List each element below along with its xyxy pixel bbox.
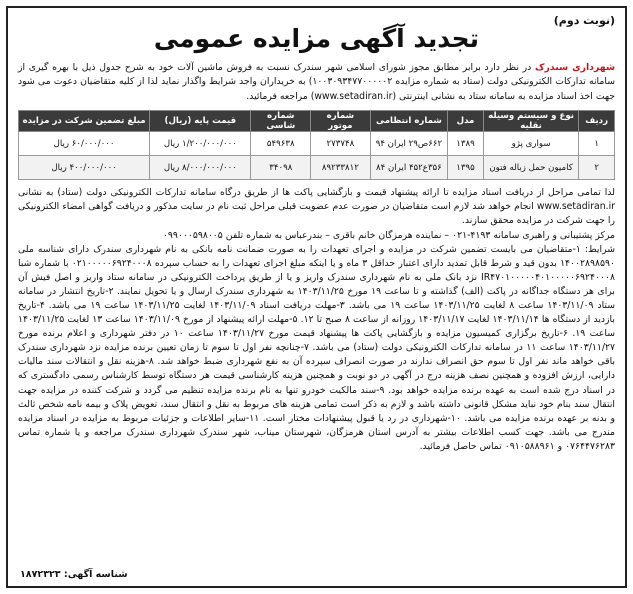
col-header-base-price: قیمت پایه (ریال) [150,111,251,132]
cell-engine-number: ۸۹۲۳۳۸۱۲ [311,156,371,180]
round-label: (نوبت دوم) [553,14,615,27]
procedure-paragraph: لذا تمامی مراحل از دریافت اسناد مزایده تا ارائه پیشنهاد قیمت و بازگشایی پاکت ها از طریق درگاه سامانه تدارکات الکترونیکی دولت (ستاد) به نشانی www.setadiran.ir انجام خواهد شد لازم است متقاضیان در صورت عدم عضویت قبلی مراحل ثبت نام در سایت مذکور و دریافت گواهی امضاء الکترونیکی را جهت شرکت در مزایده محقق سازند. [18,187,615,227]
table-row [19,132,615,156]
cell-guarantee-amount: ۶۰/۰۰۰/۰۰۰ ریال [19,132,150,156]
auction-table [18,110,615,180]
cell-model: ۱۳۸۹ [448,132,484,156]
col-header-row-number: ردیف [579,111,615,132]
cell-engine-number: ۲۷۳۷۴۸ [311,132,371,156]
conditions-paragraph: شرایط: ۱-متقاضیان می بایست تضمین شرکت در مزایده و اجرای تعهدات را به صورت ضمانت نامه بانکی به نام شهرداری سندرک دارای شناسه ملی ۱۴۰۰۲۸۹۸۵۹۰ بدون قید و شرط قابل تمدید دارای اعتبار حداقل ۳ ماه و یا اینکه مبلغ اجرای تعهدات را به حساب سپرده ۰۲۱۰۰۰۰۰۶۹۲۴۰۰۰۸ با شماره شبا IR۴۷۰۱۰۰۰۰۰۴۰۱۰۰۰۰۰۶۹۲۴۰۰۰۸ نزد بانک ملی به نام شهرداری سندرک واریز و یا از طریق پرداخت الکترونیکی در سامانه ستاد واریز و اصل فیش آن برای هر دستگاه جداگانه در پاکت (الف) گذاشته و تا ساعت ۱۹ مورخ ۱۴۰۳/۱۱/۲۵ به شهرداری سندرک ارسال و یا تحویل نمایند. ۲-تاریخ انتشار در سامانه ستاد ۱۴۰۳/۱۱/۰۹ ساعت ۸ لغایت ۱۴۰۳/۱۱/۲۵ ساعت ۱۹ می باشد. ۳-مهلت دریافت اسناد ۱۴۰۳/۱۱/۰۹ لغایت ۱۴۰۳/۱۱/۲۵ ساعت ۱۹ می باشد. ۴-تاریخ بازدید از دستگاه ها ۱۴۰۳/۱۱/۱۴ لغایت ۱۴۰۳/۱۱/۱۷ روزانه از ساعت ۸ صبح تا ۱۲. ۵-مهلت ارائه پیشنهاد از مورخ ۱۴۰۳/۱۱/۰۹ ساعت ۱۳ لغایت ۱۴۰۳/۱۱/۲۵ ساعت ۱۹. ۶-تاریخ برگزاری کمیسیون مزایده و بازگشایی پاکت ها پیشنهاد قیمت مورخ ۱۴۰۳/۱۱/۲۷ ساعت ۱۰ در دفتر شهرداری و اعلام برنده مورخ ۱۴۰۳/۱۱/۲۷ ساعت ۱۱ در سامانه تدارکات الکترونیکی دولت (ستاد) می باشد. ۷-چنانچه نفر اول تا سوم تا زمان تعیین برنده مزایده نزد شهرداری سندرک باقی خواهد ماند نفر اول تا سوم حق انصراف ندارند در صورت انصراف سپرده آن به نفع شهرداری ضبط خواهد شد. ۸-هزینه نقل و انتقالات سند مالیات دارایی، ارزش افزوده و همچنین نصف هزینه درج در آگهی در دو نوبت و همچنین هزینه کارشناسی قیمت هر دستگاه توسط کارشناس رسمی دادگستری که در اسناد درج شده است به عهده برنده مزایده خواهد بود. ۹-سند مالکیت خودرو تنها به نام برنده مزایده تنظیم می گردد و شرکت کننده در مزایده جهت انتقال سند بنام خود نباید مشکل قانونی داشته باشد و لازم به ذکر است تمامی هزینه های مربوط به نقل و انتقال سند، تعویض پلاک و بیمه نامه شخص ثالث و بدنه بر عهده برنده مزایده می باشد. ۱۰-شهرداری در رد یا قبول پیشنهادات مختار است. ۱۱-سایر اطلاعات و جزئیات مربوط به مزایده در اسناد مزایده مندرج می باشد. جهت کسب اطلاعات بیشتر به آدرس استان هرمزگان، شهرستان میناب، شهر سندرک شهرداری سندرک مراجعه و یا شماره تماس ۰۷۶۴۴۷۶۲۸۳ و ۰۹۱۰۵۸۸۹۶۱ تماس حاصل فرمائید. [18,243,616,452]
col-header-guarantee-amount: مبلغ تضمین شرکت در مزایده [19,111,150,132]
cell-plate-number: ۶۶۲ص۲۹ ایران ۹۴ [370,132,447,156]
cell-guarantee-amount: ۴۰۰/۰۰۰/۰۰۰ ریال [19,156,150,180]
cell-base-price: ۸/۰۰۰/۰۰۰/۰۰۰ ریال [150,156,251,180]
col-header-plate-number: شماره انتظامی [370,111,447,132]
notice-title: تجدید آگهی مزایده عمومی [153,24,480,53]
cell-model: ۱۳۹۵ [448,156,484,180]
cell-plate-number: ۳۵۶ع۴۵۲ ایران ۸۴ [370,156,447,180]
intro-paragraph [18,61,615,104]
cell-chassis-number: ۳۴۰۹۸ [251,156,311,180]
organization-name: شهرداری سندرک [534,62,616,73]
cell-vehicle-type: کامیون حمل زباله فتون [483,156,578,180]
intro-text: در نظر دارد برابر مطابق مجوز شورای اسلامی شهر سندرک نسبت به فروش ماشین آلات خود به شرح جدول ذیل با بهره گیری از سامانه تدارکات الکترونیکی دولت (ستاد به شماره مزایده ۱۰۰۳۰۹۳۴۷۷۰۰۰۰۰۲) به خریداران واجد شرایط واگذار نماید لذا از کلیه متقاضیان دعوت می شود جهت اخذ اسناد مزایده به سامانه ستاد به نشانی اینترنتی (www.setadiran.ir) مراجعه فرمائید. [18,62,615,102]
cell-chassis-number: ۵۴۹۶۳۸ [251,132,311,156]
cell-row-number: ۱ [579,132,615,156]
notice-page [6,6,627,588]
support-contact-paragraph: مرکز پشتیبانی و راهبری سامانه ۴۱۹۳-۰۲۱ – نماینده هرمزگان خانم باقری – بندرعباس به شماره تلفن ۰۹۹۰۰۰۵۹۸۰۰۵ [162,229,615,241]
col-header-vehicle-type: نوع و سیستم وسیله نقلیه [483,111,578,132]
cell-row-number: ۲ [579,156,615,180]
col-header-chassis-number: شماره شاسی [251,111,311,132]
cell-base-price: ۱/۲۰۰/۰۰۰/۰۰۰ ریال [150,132,251,156]
table-row [19,156,615,180]
cell-vehicle-type: سواری پژو [483,132,578,156]
table-header-row [19,111,615,132]
notice-id: شناسه آگهی: ۱۸۷۲۳۲۳ [20,569,128,580]
col-header-model: مدل [448,111,484,132]
col-header-engine-number: شماره موتور [311,111,371,132]
